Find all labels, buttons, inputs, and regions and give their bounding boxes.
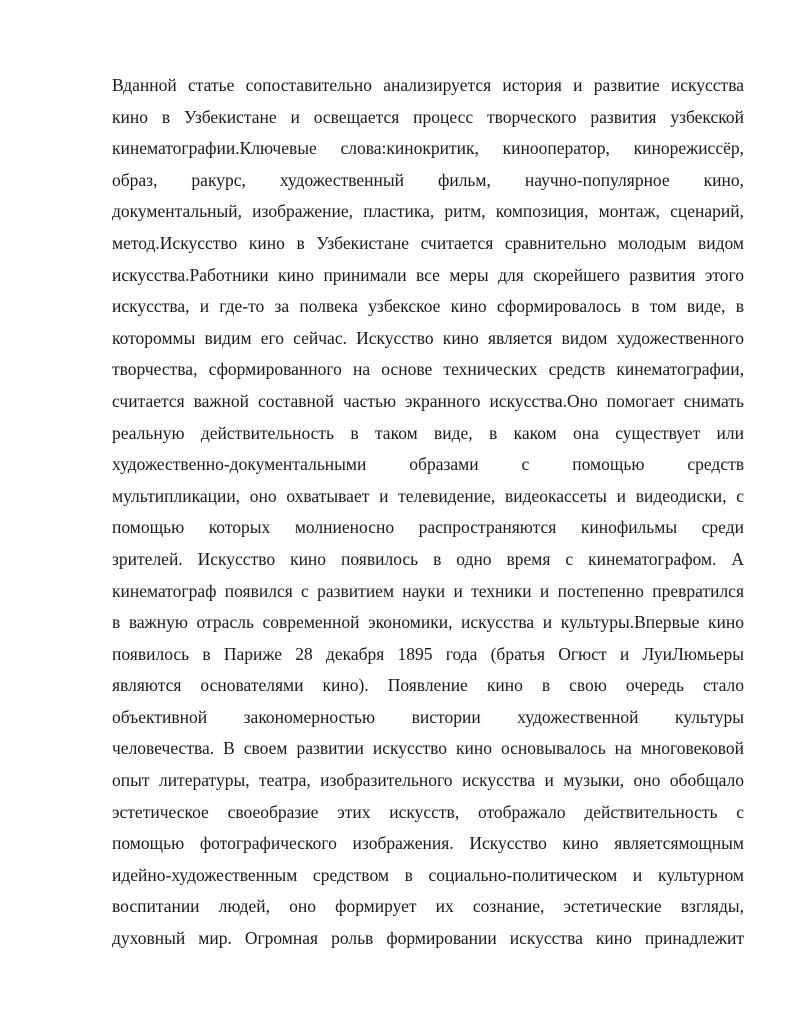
text-line: человечества. В своем развитии искусство кино основывалось на многовековой (112, 738, 744, 759)
text-line: искусства.Работники кино принимали все меры для скорейшего развития этого (112, 264, 744, 285)
text-line: образ, ракурс, художественный фильм, научно-популярное кино, (112, 169, 744, 190)
text-line: творчества, сформированного на основе технических средств кинематографии, (112, 359, 744, 380)
text-line: художественно-документальными образами с помощью средств (112, 454, 744, 475)
text-line: помощью которых молниеносно распространяются кинофильмы среди (112, 517, 744, 538)
text-line: воспитании людей, оно формирует их сознание, эстетические взгляды, (112, 896, 744, 917)
article-body (112, 70, 744, 955)
text-line: мультипликации, оно охватывает и телевидение, видеокассеты и видеодиски, с (112, 485, 744, 506)
text-line: искусства, и где-то за полвека узбекское кино сформировалось в том виде, в (112, 296, 744, 317)
text-line: кинематограф появился с развитием науки и техники и постепенно превратился (112, 580, 744, 601)
text-line: являются основателями кино). Появление кино в свою очередь стало (112, 675, 744, 696)
text-line: духовный мир. Огромная рольв формировании искусства кино принадлежит (112, 928, 744, 949)
text-line: в важную отрасль современной экономики, искусства и культуры.Впервые кино (112, 612, 744, 633)
text-line: Вданной статье сопоставительно анализируется история и развитие искусства (112, 75, 744, 95)
text-line: объективной закономерностью вистории художественной культуры (112, 706, 744, 727)
text-line: помощью фотографического изображения. Искусство кино являетсямощным (112, 833, 744, 854)
text-line: документальный, изображение, пластика, ритм, композиция, монтаж, сценарий, (112, 201, 744, 222)
text-line: считается важной составной частью экранного искусства.Оно помогает снимать (112, 390, 744, 411)
text-line: реальную действительность в таком виде, в каком она существует или (112, 422, 744, 443)
text-line: появилось в Париже 28 декабря 1895 года (братья Огюст и ЛуиЛюмьеры (112, 643, 744, 664)
text-line: кино в Узбекистане и освещается процесс творческого развития узбекской (112, 106, 744, 127)
text-line: зрителей. Искусство кино появилось в одно время с кинематографом. А (112, 548, 744, 569)
text-line: метод.Искусство кино в Узбекистане считается сравнительно молодым видом (112, 232, 744, 253)
text-line: эстетическое своеобразие этих искусств, отображало действительность с (112, 801, 744, 822)
text-line: котороммы видим его сейчас. Искусство кино является видом художественного (112, 327, 744, 348)
text-line: опыт литературы, театра, изобразительного искусства и музыки, оно обобщало (112, 770, 744, 791)
text-line: идейно-художественным средством в социально-политическом и культурном (112, 864, 744, 885)
text-line: кинематографии.Ключевые слова:кинокритик, кинооператор, кинорежиссёр, (112, 138, 744, 159)
